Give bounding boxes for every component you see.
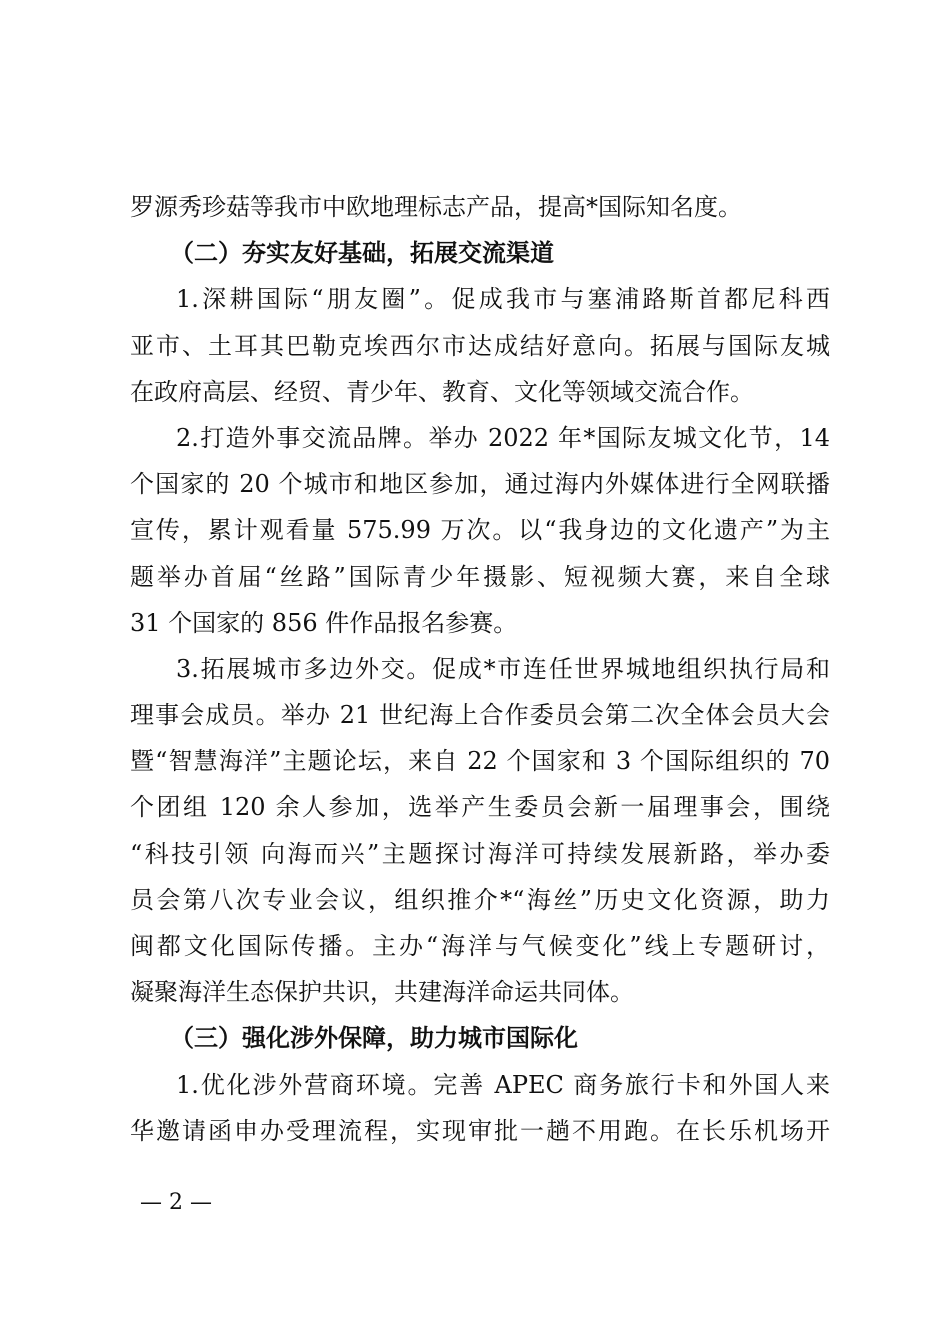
text-line: 个国家的 20 个城市和地区参加，通过海内外媒体进行全网联播	[130, 470, 830, 499]
text-line: 暨“智慧海洋”主题论坛，来自 22 个国家和 3 个国际组织的 70	[130, 747, 830, 776]
text-line: 员会第八次专业会议，组织推介*“海丝”历史文化资源，助力	[130, 885, 830, 914]
text-line: 3.拓展城市多边外交。促成*市连任世界城地组织执行局和	[176, 654, 830, 683]
text-line: 华邀请函申办受理流程，实现审批一趟不用跑。在长乐机场开	[130, 1116, 830, 1145]
text-line: 31 个国家的 856 件作品报名参赛。	[130, 608, 518, 637]
text-line: 罗源秀珍菇等我市中欧地理标志产品，提高*国际知名度。	[130, 193, 742, 221]
text-line: 闽都文化国际传播。主办“海洋与气候变化”线上专题研讨，	[130, 932, 830, 960]
text-line: 题举办首届“丝路”国际青少年摄影、短视频大赛，来自全球	[130, 562, 830, 591]
text-line: 1.优化涉外营商环境。完善 APEC 商务旅行卡和外国人来	[176, 1070, 830, 1099]
text-line: 1.深耕国际“朋友圈”。促成我市与塞浦路斯首都尼科西	[176, 285, 830, 314]
text-line: 亚市、土耳其巴勒克埃西尔市达成结好意向。拓展与国际友城	[130, 331, 830, 360]
text-line: 凝聚海洋生态保护共识，共建海洋命运共同体。	[130, 978, 634, 1007]
page-number: — 2 —	[140, 1190, 212, 1215]
section-heading: （二）夯实友好基础，拓展交流渠道	[170, 238, 554, 268]
text-line: 个团组 120 余人参加，选举产生委员会新一届理事会，围绕	[130, 793, 830, 822]
section-heading: （三）强化涉外保障，助力城市国际化	[170, 1023, 578, 1053]
text-line: 理事会成员。举办 21 世纪海上合作委员会第二次全体会员大会	[130, 701, 830, 730]
text-line: 宣传，累计观看量 575.99 万次。以“我身边的文化遗产”为主	[130, 516, 830, 545]
text-line: 在政府高层、经贸、青少年、教育、文化等领域交流合作。	[130, 377, 754, 406]
text-line: “科技引领 向海而兴”主题探讨海洋可持续发展新路，举办委	[130, 839, 830, 868]
text-line: 2.打造外事交流品牌。举办 2022 年*国际友城文化节，14	[176, 423, 830, 452]
document-body	[130, 184, 830, 1154]
